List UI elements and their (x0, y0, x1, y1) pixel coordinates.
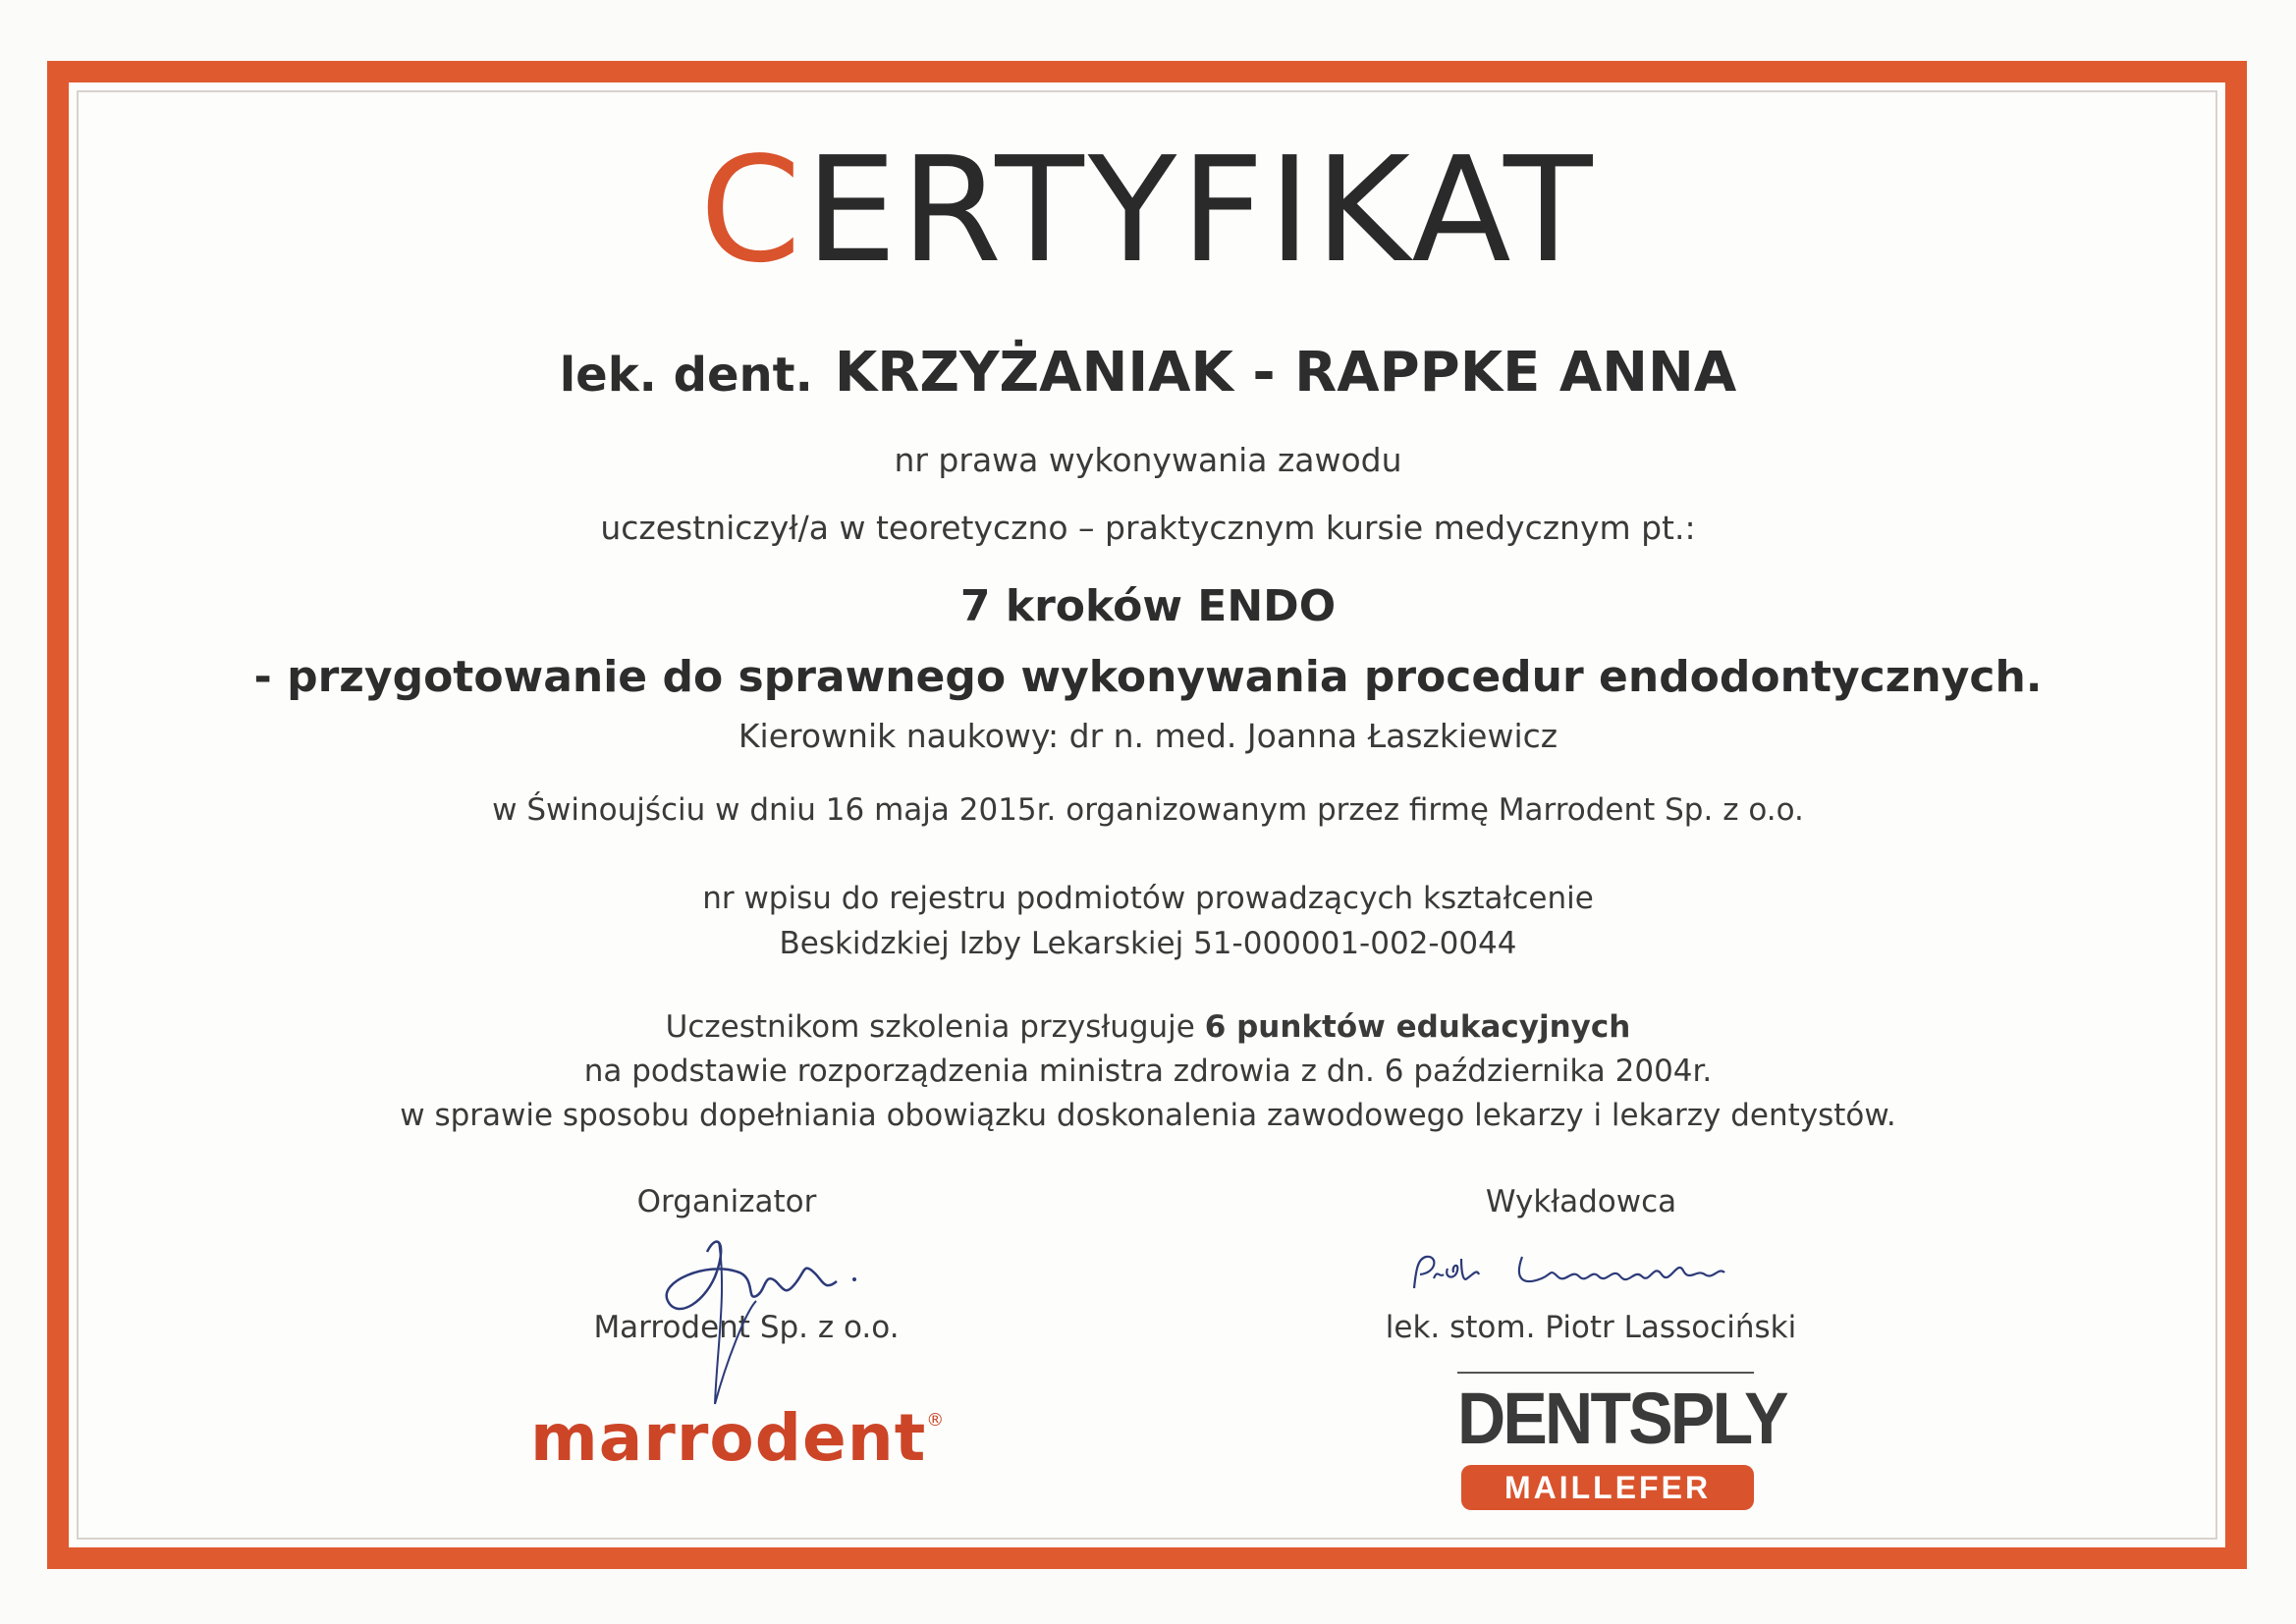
lecturer-signature (1404, 1239, 1797, 1308)
dentsply-rule (1457, 1372, 1754, 1374)
organizer-name: Marrodent Sp. z o.o. (593, 1310, 900, 1345)
marrodent-logo-text: marrodent (530, 1400, 927, 1476)
points-prefix: Uczestnikom szkolenia przysługuje (665, 1009, 1205, 1045)
dentsply-logo: DENTSPLY (1457, 1378, 1786, 1459)
maillefer-logo: MAILLEFER (1461, 1465, 1754, 1510)
scientific-director: Kierownik naukowy: dr n. med. Joanna Łaszkiewicz (738, 717, 1558, 755)
participation-line: uczestniczył/a w teoretyczno – praktycznym kursie medycznym pt.: (600, 509, 1696, 547)
points-bold: 6 punktów edukacyjnych (1204, 1009, 1631, 1045)
points-line (0, 1009, 2296, 1045)
recipient-line (0, 341, 2296, 405)
title-rest: ERTYFIKAT (804, 126, 1597, 295)
lecturer-label: Wykładowca (1485, 1184, 1677, 1219)
license-line: nr prawa wykonywania zawodu (894, 441, 1402, 479)
marrodent-logo (530, 1400, 946, 1476)
regulation-line1: na podstawie rozporządzenia ministra zdrowia z dn. 6 października 2004r. (583, 1054, 1713, 1089)
lecturer-name: lek. stom. Piotr Lassociński (1385, 1310, 1797, 1345)
organizer-label: Organizator (636, 1184, 817, 1219)
recipient-name: KRZYŻANIAK - RAPPKE ANNA (834, 341, 1737, 405)
regulation-line2: w sprawie sposobu dopełniania obowiązku doskonalenia zawodowego lekarzy i lekarzy dentystów. (400, 1098, 1896, 1133)
organizer-signature (648, 1213, 884, 1409)
course-title-line2: - przygotowanie do sprawnego wykonywania procedur endodontycznych. (253, 652, 2043, 702)
title-first-letter: C (699, 126, 805, 295)
course-title-line1: 7 kroków ENDO (959, 581, 1337, 631)
place-date-line: w Świnoujściu w dniu 16 maja 2015r. organizowanym przez firmę Marrodent Sp. z o.o. (492, 792, 1804, 828)
certificate-title (0, 126, 2296, 295)
registered-mark: ® (926, 1410, 946, 1431)
registry-line2: Beskidzkiej Izby Lekarskiej 51-000001-002-0044 (779, 926, 1517, 961)
recipient-prefix: lek. dent. (559, 348, 813, 403)
registry-line1: nr wpisu do rejestru podmiotów prowadzących kształcenie (702, 881, 1594, 916)
